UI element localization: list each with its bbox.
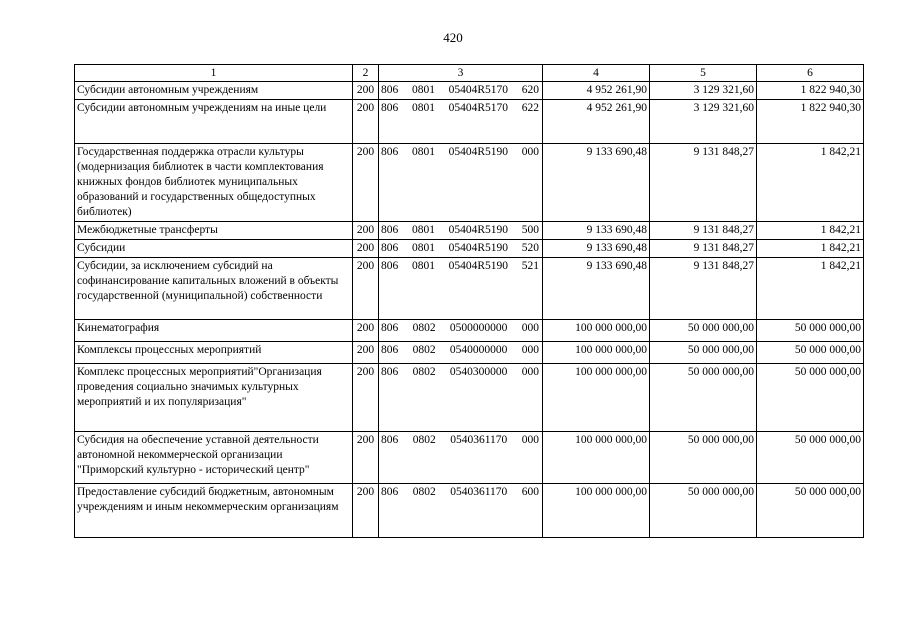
- code-grbs: 806: [381, 434, 399, 446]
- table-row: [75, 258, 864, 320]
- amount-col5-cell: 50 000 000,00: [650, 320, 757, 342]
- row-name-cell: Межбюджетные трансферты: [75, 222, 353, 240]
- code-grbs: 806: [381, 486, 399, 498]
- code-section: 0801: [411, 260, 435, 272]
- code-target: 0540000000: [449, 344, 508, 356]
- table-row: [75, 240, 864, 258]
- amount-col5-cell: 50 000 000,00: [650, 432, 757, 484]
- amount-col4-cell: 9 133 690,48: [543, 144, 650, 222]
- table-row: [75, 144, 864, 222]
- header-cell: 5: [650, 65, 757, 82]
- budget-code: [381, 485, 540, 500]
- table-row: [75, 432, 864, 484]
- table-row: [75, 320, 864, 342]
- amount-col4-cell: 100 000 000,00: [543, 320, 650, 342]
- code-grbs: 806: [381, 242, 399, 254]
- code-target: 05404R5190: [448, 260, 509, 272]
- budget-code: [381, 343, 540, 358]
- amount-col6-cell: 1 822 940,30: [757, 82, 864, 100]
- code-grbs: 806: [381, 102, 399, 114]
- col2-cell: 200: [353, 484, 379, 538]
- budget-code-cell: [379, 144, 543, 222]
- amount-col6-cell: 50 000 000,00: [757, 320, 864, 342]
- table-row: [75, 342, 864, 364]
- amount-col5-cell: 50 000 000,00: [650, 342, 757, 364]
- budget-code-cell: [379, 484, 543, 538]
- code-grbs: 806: [381, 366, 399, 378]
- code-vr: 520: [521, 242, 539, 254]
- amount-col5-cell: 3 129 321,60: [650, 82, 757, 100]
- row-name-cell: Субсидии автономным учреждениям на иные цели: [75, 100, 353, 144]
- row-name-cell: Субсидия на обеспечение уставной деятельности автономной некоммерческой организации "Приморский культурно - исторический центр": [75, 432, 353, 484]
- budget-code: [381, 321, 540, 336]
- code-target: 0540361170: [450, 434, 508, 446]
- amount-col4-cell: 100 000 000,00: [543, 432, 650, 484]
- amount-col5-cell: 3 129 321,60: [650, 100, 757, 144]
- amount-col4-cell: 9 133 690,48: [543, 258, 650, 320]
- amount-col6-cell: 1 842,21: [757, 240, 864, 258]
- budget-code: [381, 433, 540, 448]
- col2-cell: 200: [353, 320, 379, 342]
- amount-col4-cell: 9 133 690,48: [543, 240, 650, 258]
- code-target: 05404R5170: [448, 102, 509, 114]
- code-grbs: 806: [381, 322, 399, 334]
- row-name-cell: Предоставление субсидий бюджетным, автономным учреждениям и иным некоммерческим организациям: [75, 484, 353, 538]
- code-target: 0540300000: [449, 366, 508, 378]
- code-grbs: 806: [381, 260, 399, 272]
- budget-code: [381, 365, 540, 380]
- code-vr: 000: [521, 322, 539, 334]
- row-name-cell: Субсидии: [75, 240, 353, 258]
- amount-col6-cell: 50 000 000,00: [757, 364, 864, 432]
- code-vr: 600: [521, 486, 539, 498]
- code-section: 0801: [411, 102, 435, 114]
- row-name-cell: Субсидии автономным учреждениям: [75, 82, 353, 100]
- header-cell: 2: [353, 65, 379, 82]
- col2-cell: 200: [353, 432, 379, 484]
- code-vr: 500: [521, 224, 539, 236]
- row-name-cell: Субсидии, за исключением субсидий на софинансирование капитальных вложений в объекты государственной (муниципальной) собственности: [75, 258, 353, 320]
- code-grbs: 806: [381, 224, 399, 236]
- code-section: 0801: [411, 84, 435, 96]
- budget-code-cell: [379, 100, 543, 144]
- col2-cell: 200: [353, 100, 379, 144]
- table-row: [75, 82, 864, 100]
- col2-cell: 200: [353, 364, 379, 432]
- row-name-cell: Комплексы процессных мероприятий: [75, 342, 353, 364]
- code-grbs: 806: [381, 146, 399, 158]
- amount-col4-cell: 4 952 261,90: [543, 100, 650, 144]
- code-vr: 521: [521, 260, 539, 272]
- code-vr: 000: [521, 366, 539, 378]
- budget-code-cell: [379, 320, 543, 342]
- budget-code-cell: [379, 432, 543, 484]
- amount-col4-cell: 9 133 690,48: [543, 222, 650, 240]
- code-grbs: 806: [381, 344, 399, 356]
- code-target: 05404R5190: [448, 224, 509, 236]
- code-target: 05404R5170: [448, 84, 509, 96]
- amount-col6-cell: 50 000 000,00: [757, 342, 864, 364]
- budget-code-cell: [379, 240, 543, 258]
- col2-cell: 200: [353, 258, 379, 320]
- header-cell: 6: [757, 65, 864, 82]
- amount-col4-cell: 100 000 000,00: [543, 342, 650, 364]
- amount-col5-cell: 9 131 848,27: [650, 258, 757, 320]
- col2-cell: 200: [353, 240, 379, 258]
- table-row: [75, 364, 864, 432]
- amount-col6-cell: 1 842,21: [757, 258, 864, 320]
- table-row: [75, 222, 864, 240]
- col2-cell: 200: [353, 144, 379, 222]
- col2-cell: 200: [353, 342, 379, 364]
- budget-code-cell: [379, 258, 543, 320]
- page-number: 420: [443, 30, 463, 45]
- amount-col6-cell: 1 842,21: [757, 222, 864, 240]
- amount-col6-cell: 1 822 940,30: [757, 100, 864, 144]
- amount-col5-cell: 9 131 848,27: [650, 144, 757, 222]
- amount-col6-cell: 50 000 000,00: [757, 432, 864, 484]
- row-name-cell: Государственная поддержка отрасли культуры (модернизация библиотек в части комплектования книжных фондов библиотек муниципальных образований и государственных общедоступных библиотек): [75, 144, 353, 222]
- row-name-cell: Кинематография: [75, 320, 353, 342]
- table-header-row: [75, 65, 864, 82]
- code-section: 0802: [412, 366, 436, 378]
- code-section: 0802: [412, 344, 436, 356]
- code-vr: 622: [521, 102, 539, 114]
- code-section: 0801: [411, 242, 435, 254]
- code-grbs: 806: [381, 84, 399, 96]
- budget-code: [381, 145, 540, 160]
- budget-table: [74, 64, 864, 538]
- code-vr: 620: [521, 84, 539, 96]
- code-target: 0540361170: [450, 486, 508, 498]
- col2-cell: 200: [353, 82, 379, 100]
- amount-col4-cell: 4 952 261,90: [543, 82, 650, 100]
- col2-cell: 200: [353, 222, 379, 240]
- budget-code: [381, 83, 540, 98]
- budget-code: [381, 223, 540, 238]
- budget-code-cell: [379, 222, 543, 240]
- code-vr: 000: [521, 146, 539, 158]
- code-section: 0801: [411, 224, 435, 236]
- code-vr: 000: [521, 434, 539, 446]
- amount-col5-cell: 50 000 000,00: [650, 364, 757, 432]
- code-target: 0500000000: [449, 322, 508, 334]
- code-section: 0802: [412, 434, 436, 446]
- code-section: 0801: [411, 146, 435, 158]
- header-cell: 3: [379, 65, 543, 82]
- amount-col6-cell: 50 000 000,00: [757, 484, 864, 538]
- budget-code: [381, 241, 540, 256]
- amount-col5-cell: 50 000 000,00: [650, 484, 757, 538]
- budget-code-cell: [379, 342, 543, 364]
- code-target: 05404R5190: [448, 242, 509, 254]
- amount-col6-cell: 1 842,21: [757, 144, 864, 222]
- amount-col4-cell: 100 000 000,00: [543, 364, 650, 432]
- code-section: 0802: [412, 486, 436, 498]
- budget-code: [381, 101, 540, 116]
- code-target: 05404R5190: [448, 146, 509, 158]
- code-vr: 000: [521, 344, 539, 356]
- table-row: [75, 484, 864, 538]
- header-cell: 1: [75, 65, 353, 82]
- header-cell: 4: [543, 65, 650, 82]
- code-section: 0802: [412, 322, 436, 334]
- budget-code: [381, 259, 540, 274]
- budget-code-cell: [379, 82, 543, 100]
- budget-code-cell: [379, 364, 543, 432]
- table-row: [75, 100, 864, 144]
- row-name-cell: Комплекс процессных мероприятий"Организация проведения социально значимых культурных мероприятий и их популяризация": [75, 364, 353, 432]
- amount-col4-cell: 100 000 000,00: [543, 484, 650, 538]
- amount-col5-cell: 9 131 848,27: [650, 222, 757, 240]
- amount-col5-cell: 9 131 848,27: [650, 240, 757, 258]
